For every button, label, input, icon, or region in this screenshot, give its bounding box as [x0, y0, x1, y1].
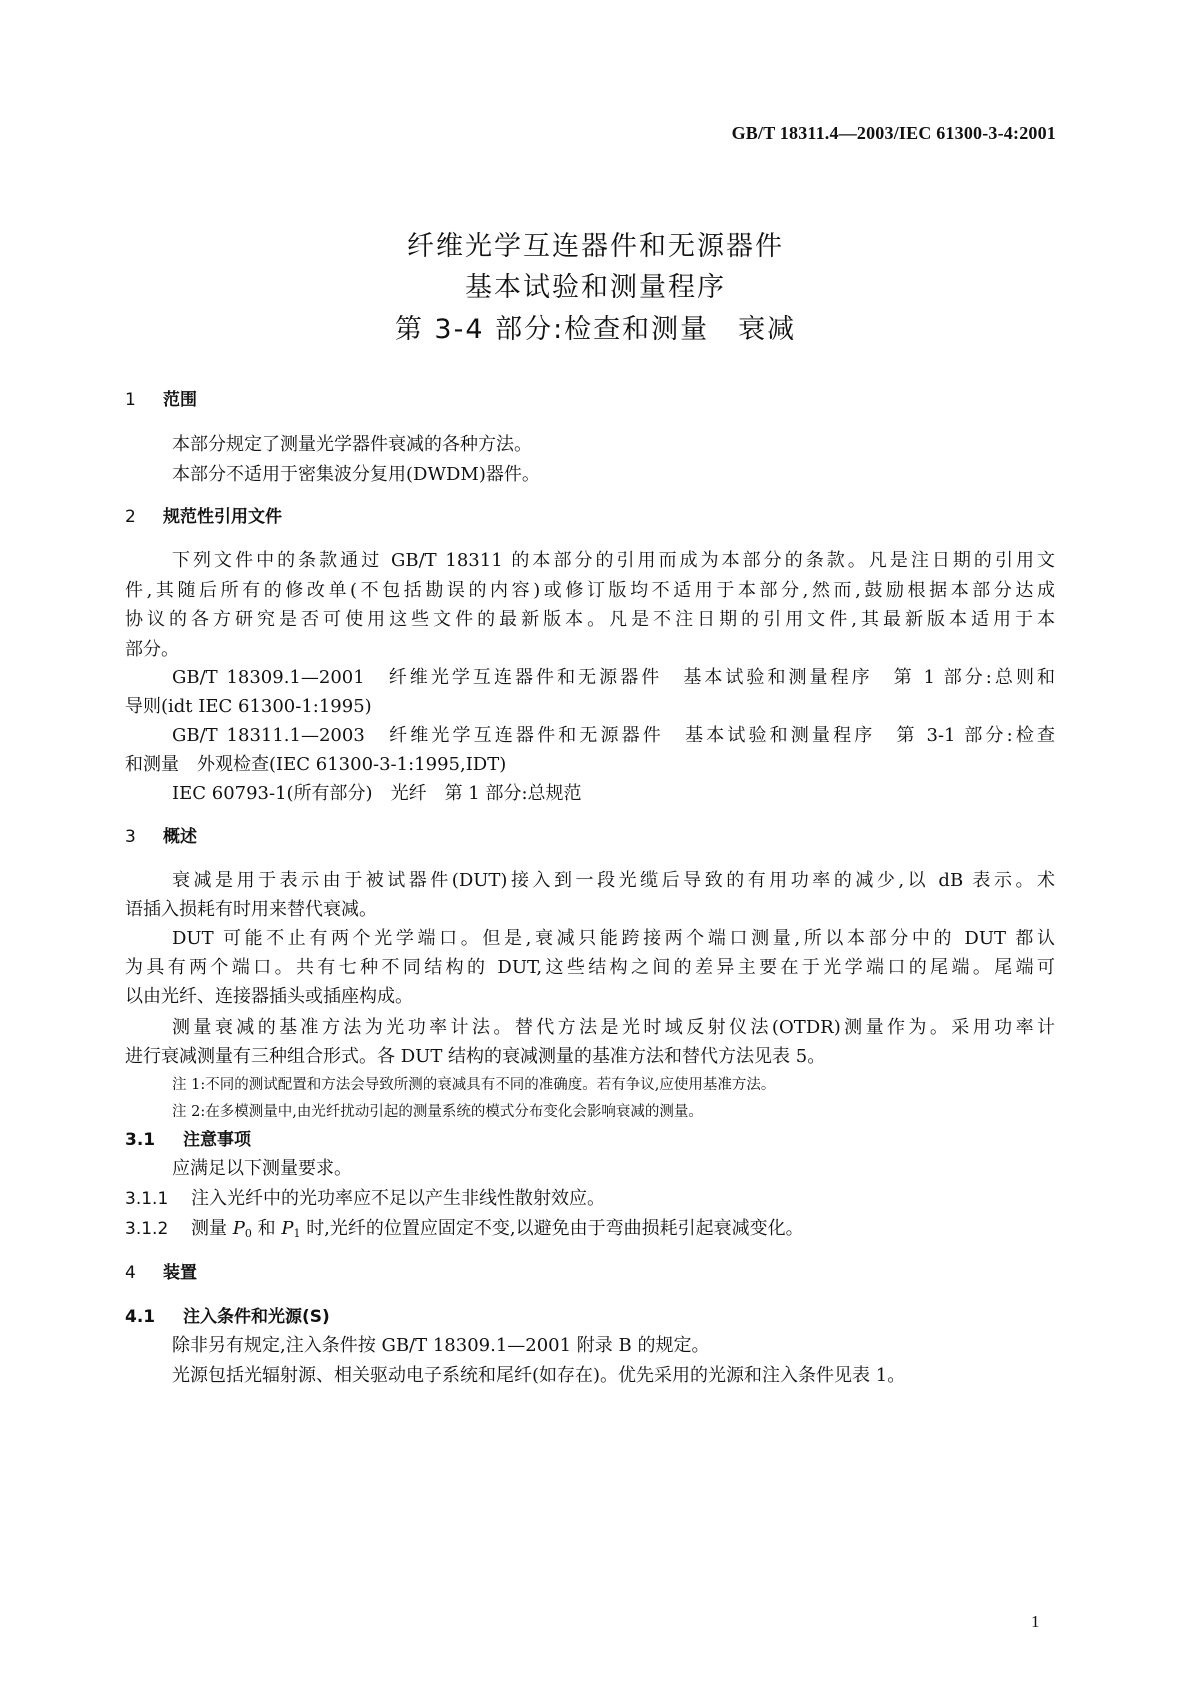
section-number: 3.1	[125, 1130, 156, 1150]
standard-number: GB/T 18311.4—2003/IEC 61300-3-4:2001	[731, 123, 1056, 143]
section-number: 3	[125, 827, 136, 847]
clause-text: 时,光纤的位置应固定不变,以避免由于弯曲损耗引起衰减变化。	[306, 1218, 804, 1239]
subscript: 0	[244, 1227, 252, 1240]
title-line-3: 第 3-4 部分:检查和测量 衰减	[394, 314, 797, 345]
symbol-p: P	[281, 1218, 294, 1239]
paragraph-line: 下列文件中的条款通过 GB/T 18311 的本部分的引用而成为本部分的条款。凡是注日期的引用文	[172, 550, 1055, 571]
section-4-1-heading	[125, 1302, 330, 1327]
clause-3-1-2	[125, 1214, 804, 1240]
reference-entry: GB/T 18311.1—2003 纤维光学互连器件和无源器件 基本试验和测量程序 第 3-1 部分:检查	[172, 725, 1055, 746]
paragraph-line: 测量衰减的基准方法为光功率计法。替代方法是光时域反射仪法(OTDR)测量作为。采用功率计	[172, 1017, 1055, 1038]
clause-text: 注入光纤中的光功率应不足以产生非线性散射效应。	[191, 1188, 605, 1209]
paragraph-line: 件,其随后所有的修改单(不包括勘误的内容)或修订版均不适用于本部分,然而,鼓励根据本部分达成	[125, 580, 1055, 601]
reference-entry: 导则(idt IEC 61300-1:1995)	[125, 696, 372, 717]
clause-text: 和	[257, 1218, 276, 1239]
paragraph-line: 语插入损耗有时用来替代衰减。	[125, 899, 377, 920]
paragraph: 光源包括光辐射源、相关驱动电子系统和尾纤(如存在)。优先采用的光源和注入条件见表 1。	[172, 1365, 906, 1386]
section-number: 1	[125, 390, 136, 410]
subscript: 1	[293, 1227, 301, 1240]
symbol-p: P	[232, 1218, 245, 1239]
paragraph: 本部分不适用于密集波分复用(DWDM)器件。	[172, 464, 540, 485]
section-title: 注入条件和光源(S)	[183, 1307, 330, 1327]
paragraph-line: 衰减是用于表示由于被试器件(DUT)接入到一段光缆后导致的有用功率的减少,以 dB 表示。术	[172, 870, 1055, 891]
clause-text: 测量	[191, 1218, 227, 1239]
paragraph-line: 部分。	[125, 639, 179, 660]
paragraph-line: 为具有两个端口。共有七种不同结构的 DUT,这些结构之间的差异主要在于光学端口的尾端。尾端可	[125, 957, 1055, 978]
reference-entry: IEC 60793-1(所有部分) 光纤 第 1 部分:总规范	[172, 783, 582, 804]
page-number: 1	[1031, 1612, 1040, 1631]
paragraph-line: DUT 可能不止有两个光学端口。但是,衰减只能跨接两个端口测量,所以本部分中的 DUT 都认	[172, 928, 1055, 949]
paragraph-line: 进行衰减测量有三种组合形式。各 DUT 结构的衰减测量的基准方法和替代方法见表 5。	[125, 1046, 826, 1067]
clause-number: 3.1.1	[125, 1189, 169, 1209]
note-2: 注 2:在多模测量中,由光纤扰动引起的测量系统的模式分布变化会影响衰减的测量。	[172, 1104, 703, 1120]
section-title: 范围	[163, 390, 197, 410]
clause-number: 3.1.2	[125, 1219, 169, 1239]
section-title: 规范性引用文件	[163, 507, 282, 527]
paragraph: 应满足以下测量要求。	[172, 1158, 352, 1179]
note-1: 注 1:不同的测试配置和方法会导致所测的衰减具有不同的准确度。若有争议,应使用基准方法。	[172, 1077, 776, 1093]
section-title: 装置	[163, 1263, 197, 1283]
section-number: 4.1	[125, 1307, 156, 1327]
reference-entry: 和测量 外观检查(IEC 61300-3-1:1995,IDT)	[125, 754, 507, 775]
section-2-heading	[125, 502, 282, 527]
section-number: 2	[125, 507, 136, 527]
section-title: 概述	[163, 827, 197, 847]
section-4-heading	[125, 1258, 197, 1283]
section-number: 4	[125, 1263, 136, 1283]
paragraph-line: 以由光纤、连接器插头或插座构成。	[125, 986, 413, 1007]
section-3-heading	[125, 822, 197, 847]
title-line-1: 纤维光学互连器件和无源器件	[407, 231, 784, 262]
title-line-2: 基本试验和测量程序	[465, 272, 726, 303]
paragraph: 除非另有规定,注入条件按 GB/T 18309.1—2001 附录 B 的规定。	[172, 1335, 710, 1356]
paragraph-line: 协议的各方研究是否可使用这些文件的最新版本。凡是不注日期的引用文件,其最新版本适用于本	[125, 609, 1055, 630]
reference-entry: GB/T 18309.1—2001 纤维光学互连器件和无源器件 基本试验和测量程序 第 1 部分:总则和	[172, 667, 1055, 688]
section-title: 注意事项	[183, 1130, 251, 1150]
section-1-heading	[125, 385, 197, 410]
section-3-1-heading	[125, 1125, 251, 1150]
clause-3-1-1	[125, 1184, 605, 1210]
paragraph: 本部分规定了测量光学器件衰减的各种方法。	[172, 434, 532, 455]
